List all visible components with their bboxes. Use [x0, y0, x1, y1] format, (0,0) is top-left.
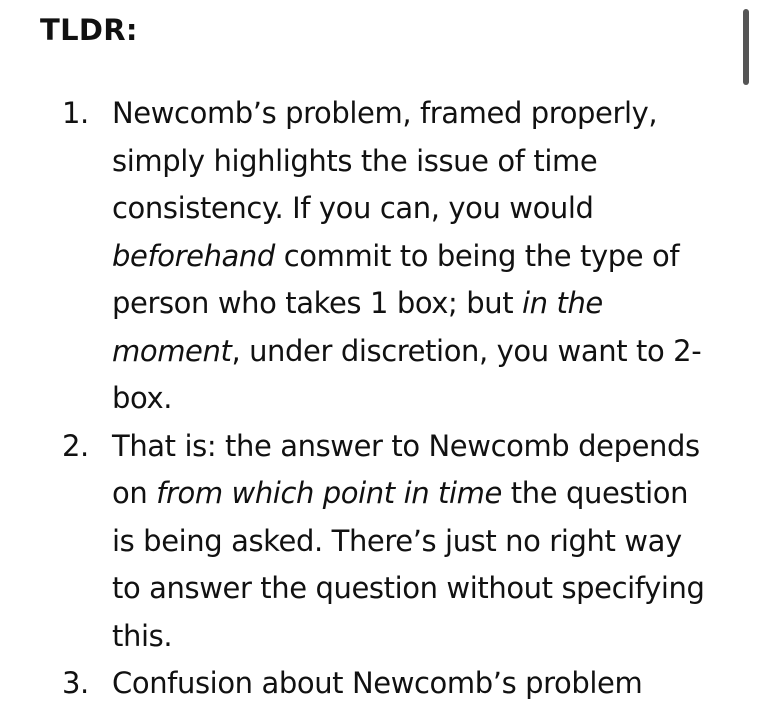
scrollbar-thumb[interactable] [743, 9, 749, 85]
italic-text-run: beforehand [112, 238, 275, 273]
list-item-text [112, 666, 642, 700]
list-item-number: 3. [62, 666, 89, 700]
summary-list [0, 90, 757, 708]
text-run: , under discretion, you want to 2-box. [112, 333, 702, 415]
text-run: That is: the answer to Newcomb depends on [112, 428, 700, 510]
list-item-3 [0, 660, 757, 708]
list-item-2 [0, 423, 757, 661]
list-item-number: 2. [62, 428, 89, 463]
text-run: the question is being asked. There’s just no right way to answer the question without specifying this. [112, 476, 705, 653]
italic-text-run: from which point in time [156, 476, 502, 510]
text-run: Confusion about Newcomb’s problem [112, 666, 643, 700]
italic-text-run: in the moment [112, 286, 603, 368]
list-item-number: 1. [62, 96, 89, 130]
text-run: Newcomb’s problem, framed properly, simply highlights the issue of time consistency. If you can, you would [112, 96, 658, 225]
list-item-text [112, 429, 705, 653]
text-run: commit to being the type of person who takes 1 box; but [112, 238, 680, 320]
list-item-text [112, 96, 701, 415]
list-item-1 [0, 90, 757, 423]
tldr-heading: TLDR: [40, 13, 138, 47]
